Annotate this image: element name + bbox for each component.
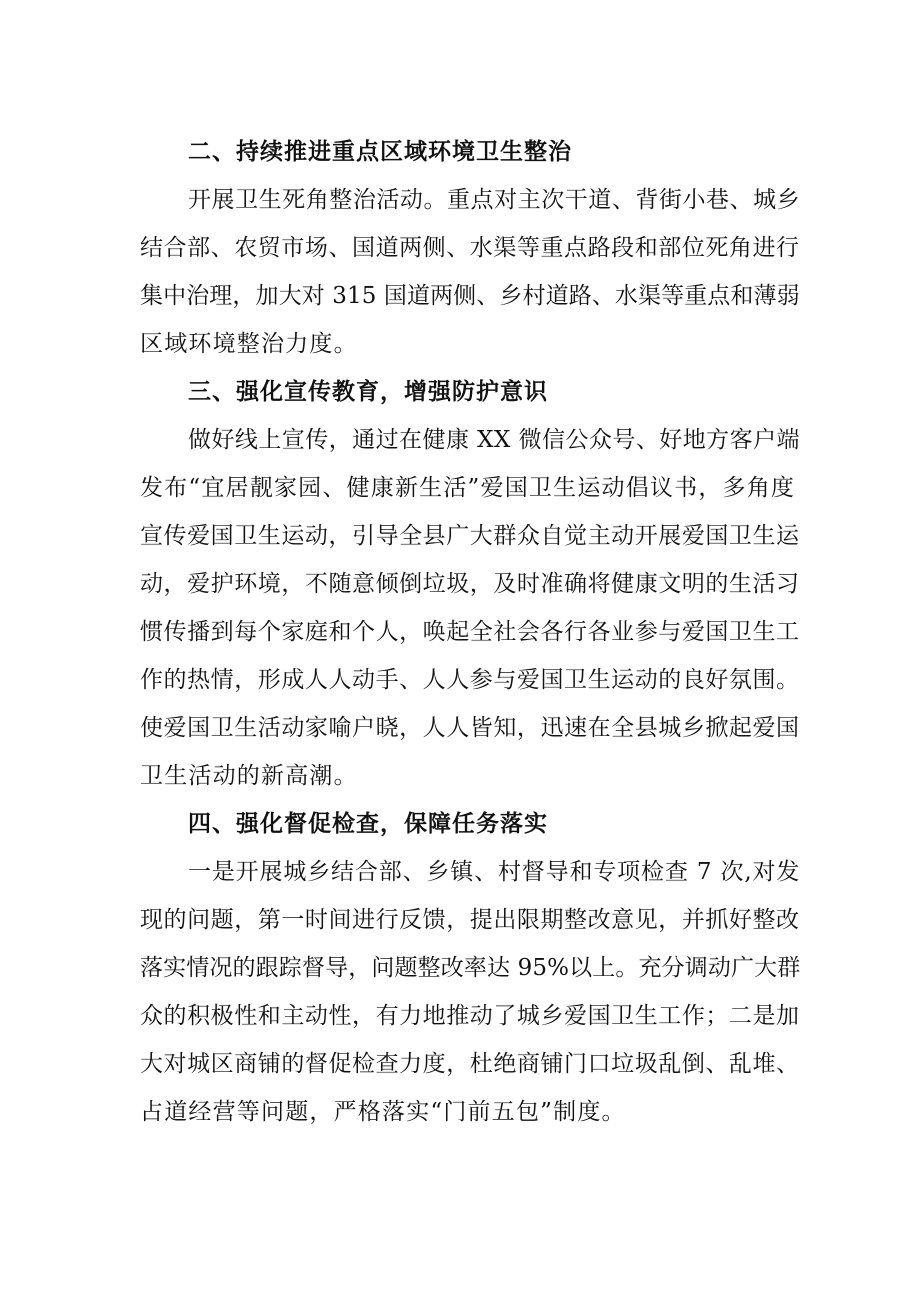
paragraph-line: 集中治理，加大对 315 国道两侧、乡村道路、水渠等重点和薄弱 (140, 283, 800, 309)
paragraph-line: 现的问题，第一时间进行反馈，提出限期整改意见，并抓好整改 (140, 907, 800, 933)
paragraph-line: 占道经营等问题，严格落实“门前五包”制度。 (140, 1099, 626, 1125)
paragraph-line: 一是开展城乡结合部、乡镇、村督导和专项检查 7 次,对发 (188, 859, 801, 885)
paragraph-line: 做好线上宣传，通过在健康 XX 微信公众号、好地方客户端 (188, 427, 800, 453)
section-heading-3: 三、强化宣传教育，增强防护意识 (188, 379, 548, 405)
paragraph-line: 惯传播到每个家庭和个人，唤起全社会各行各业参与爱国卫生工 (140, 619, 800, 645)
paragraph-line: 动，爱护环境，不随意倾倒垃圾，及时准确将健康文明的生活习 (140, 571, 800, 597)
section-heading-2: 二、持续推进重点区域环境卫生整治 (188, 139, 572, 165)
paragraph-line: 宣传爱国卫生运动，引导全县广大群众自觉主动开展爱国卫生运 (140, 523, 800, 549)
paragraph-line: 发布“宜居靓家园、健康新生活”爱国卫生运动倡议书，多角度 (140, 475, 796, 501)
paragraph-line: 落实情况的跟踪督导，问题整改率达 95%以上。充分调动广大群 (140, 955, 801, 981)
paragraph-line: 众的积极性和主动性，有力地推动了城乡爱国卫生工作；二是加 (140, 1003, 800, 1029)
paragraph-line: 区域环境整治力度。 (140, 331, 358, 357)
paragraph-line: 卫生活动的新高潮。 (140, 763, 358, 789)
paragraph-line: 作的热情，形成人人动手、人人参与爱国卫生运动的良好氛围。 (140, 667, 800, 693)
section-heading-4: 四、强化督促检查，保障任务落实 (188, 811, 548, 837)
paragraph-line: 开展卫生死角整治活动。重点对主次干道、背街小巷、城乡 (188, 187, 801, 213)
paragraph-line: 使爱国卫生活动家喻户晓，人人皆知，迅速在全县城乡掀起爱国 (140, 715, 800, 741)
paragraph-line: 大对城区商铺的督促检查力度，杜绝商铺门口垃圾乱倒、乱堆、 (140, 1051, 800, 1077)
paragraph-line: 结合部、农贸市场、国道两侧、水渠等重点路段和部位死角进行 (140, 235, 800, 261)
